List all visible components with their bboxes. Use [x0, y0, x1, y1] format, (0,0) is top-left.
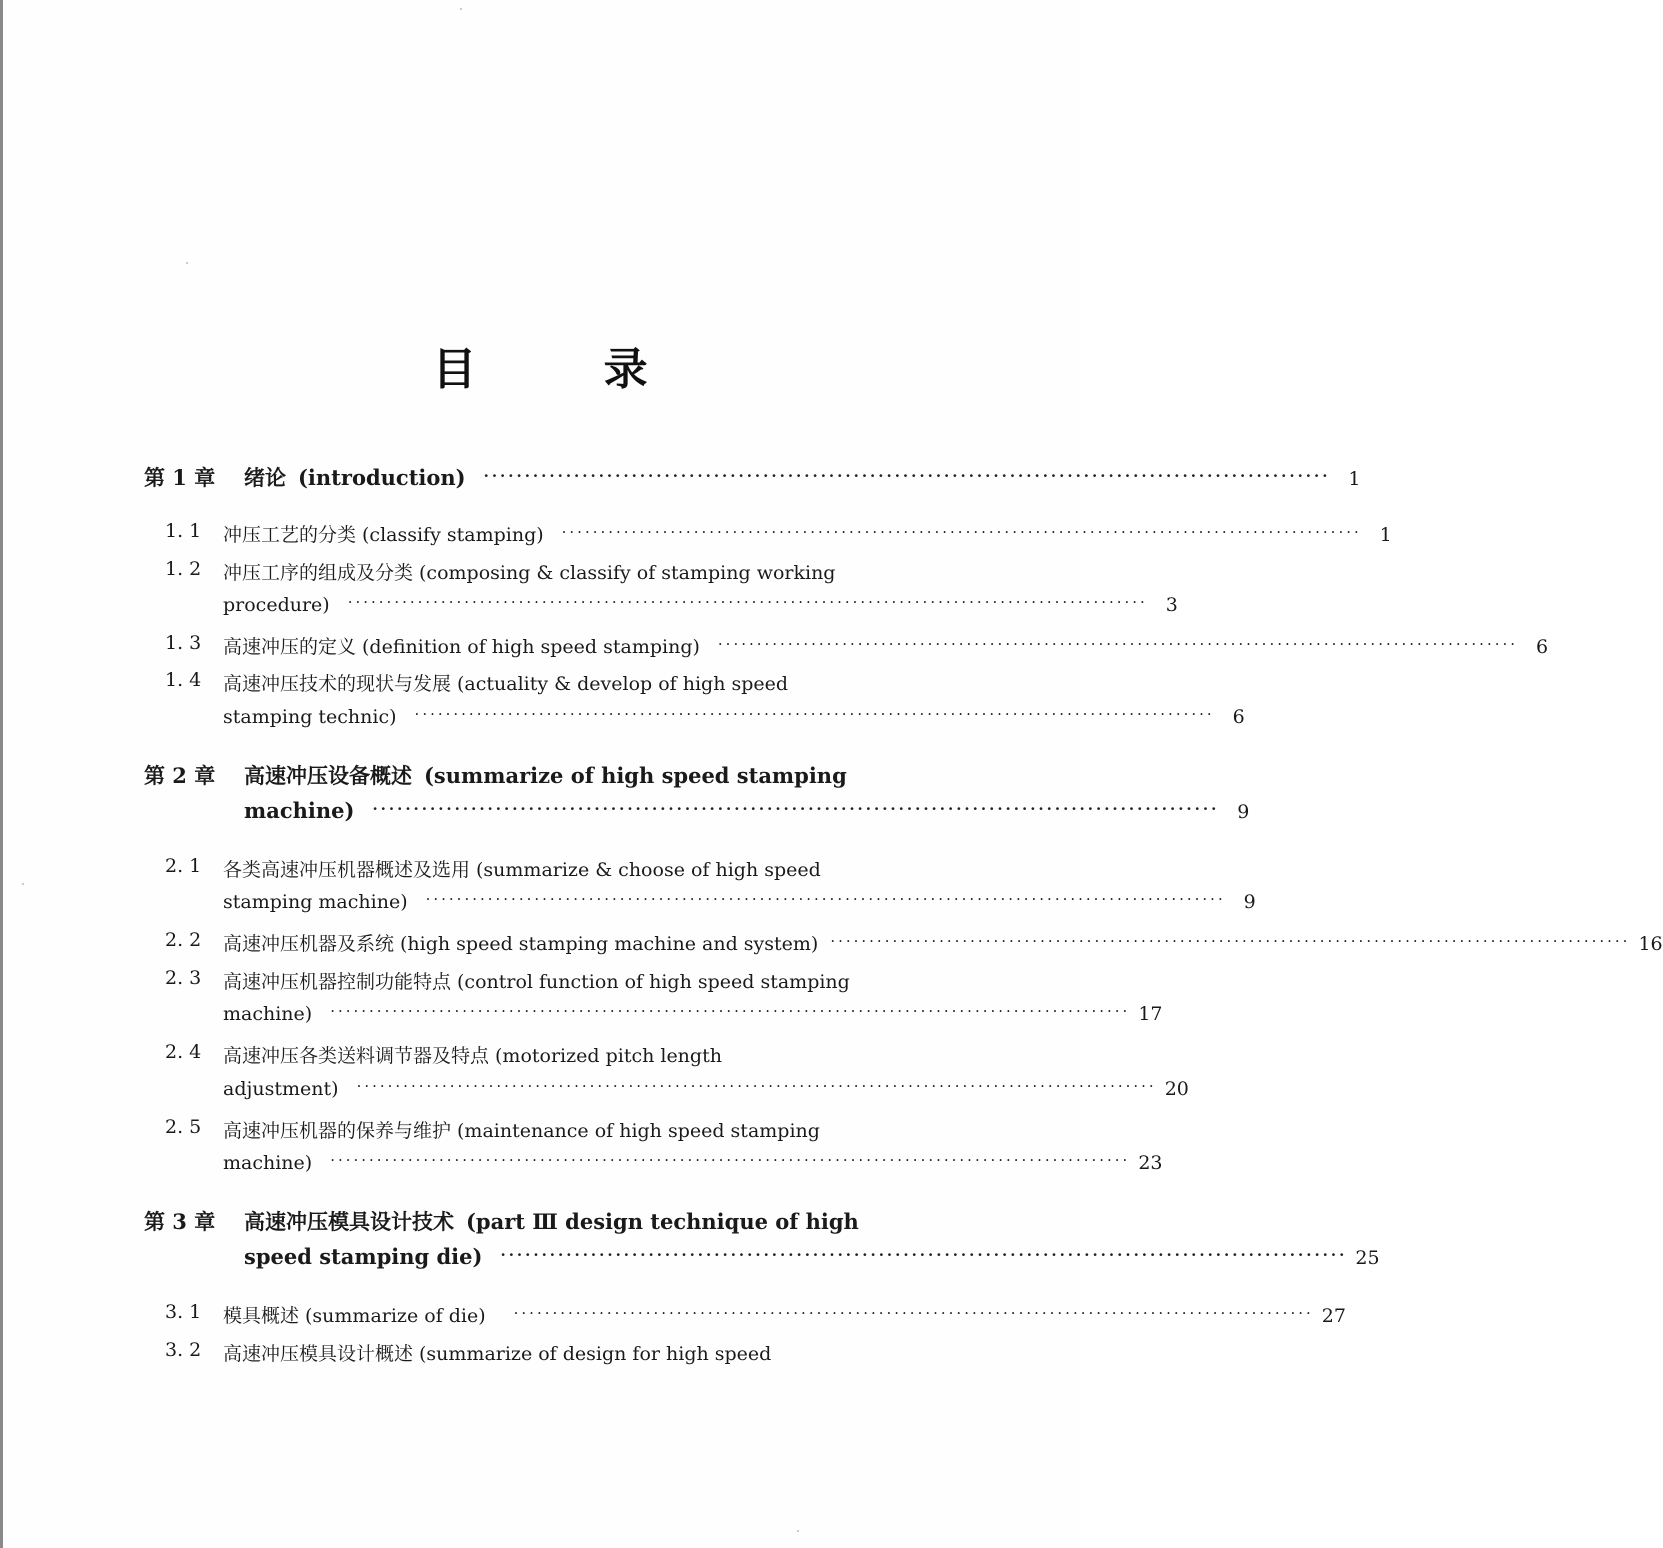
- section-1-2-title-cn: 冲压工序的组成及分类: [223, 562, 414, 584]
- section-2-1-title-en-cont: stamping machine): [223, 891, 408, 913]
- section-3-1-title-cn: 模具概述: [223, 1305, 300, 1327]
- leader-dots: ·······································································································: [483, 467, 1331, 485]
- section-2-3-entry-cont[interactable]: [223, 1002, 1163, 1025]
- leader-dots: ·······································································································: [356, 1077, 1157, 1095]
- section-3-1-number: 3. 1: [165, 1301, 202, 1323]
- section-2-2-number: 2. 2: [165, 929, 202, 951]
- leader-dots: ·······································································································: [414, 705, 1215, 723]
- section-1-4-page: 6: [1232, 706, 1245, 728]
- section-3-2-title-en: (summarize of design for high speed: [419, 1343, 772, 1365]
- section-2-5-number: 2. 5: [165, 1116, 202, 1138]
- scan-speck: [797, 1530, 799, 1532]
- section-2-3-title-en: (control function of high speed stamping: [457, 971, 850, 993]
- leader-dots: ·······································································································: [330, 1002, 1131, 1020]
- chapter-2-title-en: (summarize of high speed stamping: [424, 763, 847, 788]
- section-1-4-title-cn: 高速冲压技术的现状与发展: [223, 673, 452, 695]
- section-2-2-page: 16: [1638, 933, 1663, 955]
- section-1-1-title-cn: 冲压工艺的分类: [223, 524, 357, 546]
- chapter-1-title-cn: 绪论: [244, 466, 286, 490]
- section-2-2-title-en: (high speed stamping machine and system): [400, 933, 819, 955]
- chapter-3-number: 第 3 章: [144, 1209, 216, 1234]
- section-2-1-title-cn: 各类高速冲压机器概述及选用: [223, 859, 471, 881]
- section-1-4-title-en: (actuality & develop of high speed: [457, 673, 789, 695]
- section-2-1-page: 9: [1243, 891, 1256, 913]
- leader-dots: ·······································································································: [425, 890, 1226, 908]
- section-1-1-entry[interactable]: [223, 520, 1392, 547]
- section-3-2-number: 3. 2: [165, 1339, 202, 1361]
- leader-dots: ·······································································································: [513, 1304, 1314, 1322]
- section-2-1-entry[interactable]: [223, 855, 944, 882]
- chapter-3-title-en-cont: speed stamping die): [244, 1244, 483, 1269]
- section-2-4-number: 2. 4: [165, 1041, 202, 1063]
- page-title: 目 录: [432, 344, 704, 395]
- chapter-2-number: 第 2 章: [144, 763, 216, 788]
- section-3-1-page: 27: [1321, 1305, 1346, 1327]
- section-2-5-page: 23: [1138, 1152, 1163, 1174]
- section-2-5-title-cn: 高速冲压机器的保养与维护: [223, 1120, 452, 1142]
- scan-speck: [22, 883, 24, 885]
- section-1-2-number: 1. 2: [165, 558, 202, 580]
- section-1-3-number: 1. 3: [165, 632, 202, 654]
- section-2-4-title-en-cont: adjustment): [223, 1078, 339, 1100]
- section-2-1-entry-cont[interactable]: [223, 890, 1256, 913]
- chapter-1-page: 1: [1348, 468, 1361, 490]
- chapter-2-title-cn: 高速冲压设备概述: [244, 764, 412, 788]
- leader-dots: ·······································································································: [830, 932, 1631, 950]
- section-1-1-page: 1: [1379, 524, 1392, 546]
- section-1-4-title-en-cont: stamping technic): [223, 706, 397, 728]
- section-1-2-page: 3: [1165, 594, 1178, 616]
- section-2-3-number: 2. 3: [165, 967, 202, 989]
- section-2-2-title-cn: 高速冲压机器及系统: [223, 933, 395, 955]
- section-2-3-title-cn: 高速冲压机器控制功能特点: [223, 971, 452, 993]
- section-1-1-title-en: (classify stamping): [362, 524, 544, 546]
- section-1-4-number: 1. 4: [165, 669, 202, 691]
- chapter-3-title-cn: 高速冲压模具设计技术: [244, 1210, 454, 1234]
- chapter-3-page: 25: [1355, 1247, 1380, 1269]
- chapter-2-page: 9: [1237, 801, 1250, 823]
- section-3-2-entry[interactable]: [223, 1339, 944, 1366]
- section-3-2-title-cn: 高速冲压模具设计概述: [223, 1343, 414, 1365]
- leader-dots: ·······································································································: [500, 1246, 1348, 1264]
- section-1-2-title-en-cont: procedure): [223, 594, 330, 616]
- section-1-3-title-cn: 高速冲压的定义: [223, 636, 357, 658]
- section-2-4-title-en: (motorized pitch length: [495, 1045, 722, 1067]
- section-2-5-entry[interactable]: [223, 1116, 944, 1143]
- section-2-3-page: 17: [1138, 1003, 1163, 1025]
- leader-dots: ·······································································································: [347, 593, 1148, 611]
- section-2-4-page: 20: [1164, 1078, 1189, 1100]
- leader-dots: ·······································································································: [717, 635, 1519, 653]
- section-2-3-title-en-cont: machine): [223, 1003, 313, 1025]
- section-2-3-entry[interactable]: [223, 967, 944, 994]
- section-3-1-title-en: (summarize of die): [305, 1305, 486, 1327]
- section-1-3-entry[interactable]: [223, 632, 1549, 659]
- chapter-1-entry[interactable]: [244, 462, 1361, 492]
- section-1-4-entry-cont[interactable]: [223, 705, 1245, 728]
- section-1-2-entry[interactable]: [223, 558, 944, 585]
- chapter-2-entry-cont[interactable]: [244, 798, 1250, 823]
- leader-dots: ·······································································································: [372, 800, 1220, 818]
- section-1-2-title-en: (composing & classify of stamping working: [419, 562, 836, 584]
- section-1-3-title-en: (definition of high speed stamping): [362, 636, 700, 658]
- section-1-1-number: 1. 1: [165, 520, 202, 542]
- chapter-2-title-en-cont: machine): [244, 798, 355, 823]
- chapter-1-number: 第 1 章: [144, 465, 216, 490]
- section-1-2-entry-cont[interactable]: [223, 593, 1178, 616]
- section-2-2-entry[interactable]: [223, 929, 1663, 956]
- chapter-2-entry[interactable]: [244, 760, 944, 790]
- section-2-4-entry[interactable]: [223, 1041, 944, 1068]
- section-2-4-title-cn: 高速冲压各类送料调节器及特点: [223, 1045, 490, 1067]
- chapter-3-entry-cont[interactable]: [244, 1244, 1380, 1269]
- scan-speck: [460, 8, 462, 10]
- scan-speck: [186, 262, 188, 264]
- chapter-3-entry[interactable]: [244, 1206, 944, 1236]
- section-2-5-title-en-cont: machine): [223, 1152, 313, 1174]
- section-2-5-title-en: (maintenance of high speed stamping: [457, 1120, 820, 1142]
- leader-dots: ·······································································································: [330, 1151, 1131, 1169]
- section-2-1-number: 2. 1: [165, 855, 202, 877]
- section-3-1-entry[interactable]: [223, 1301, 1346, 1328]
- section-2-5-entry-cont[interactable]: [223, 1151, 1163, 1174]
- section-2-1-title-en: (summarize & choose of high speed: [476, 859, 821, 881]
- chapter-3-title-en: (part Ⅲ design technique of high: [466, 1209, 859, 1234]
- section-2-4-entry-cont[interactable]: [223, 1077, 1189, 1100]
- leader-dots: ·······································································································: [561, 523, 1362, 541]
- chapter-1-title-en: (introduction): [298, 465, 466, 490]
- section-1-4-entry[interactable]: [223, 669, 944, 696]
- section-1-3-page: 6: [1535, 636, 1549, 658]
